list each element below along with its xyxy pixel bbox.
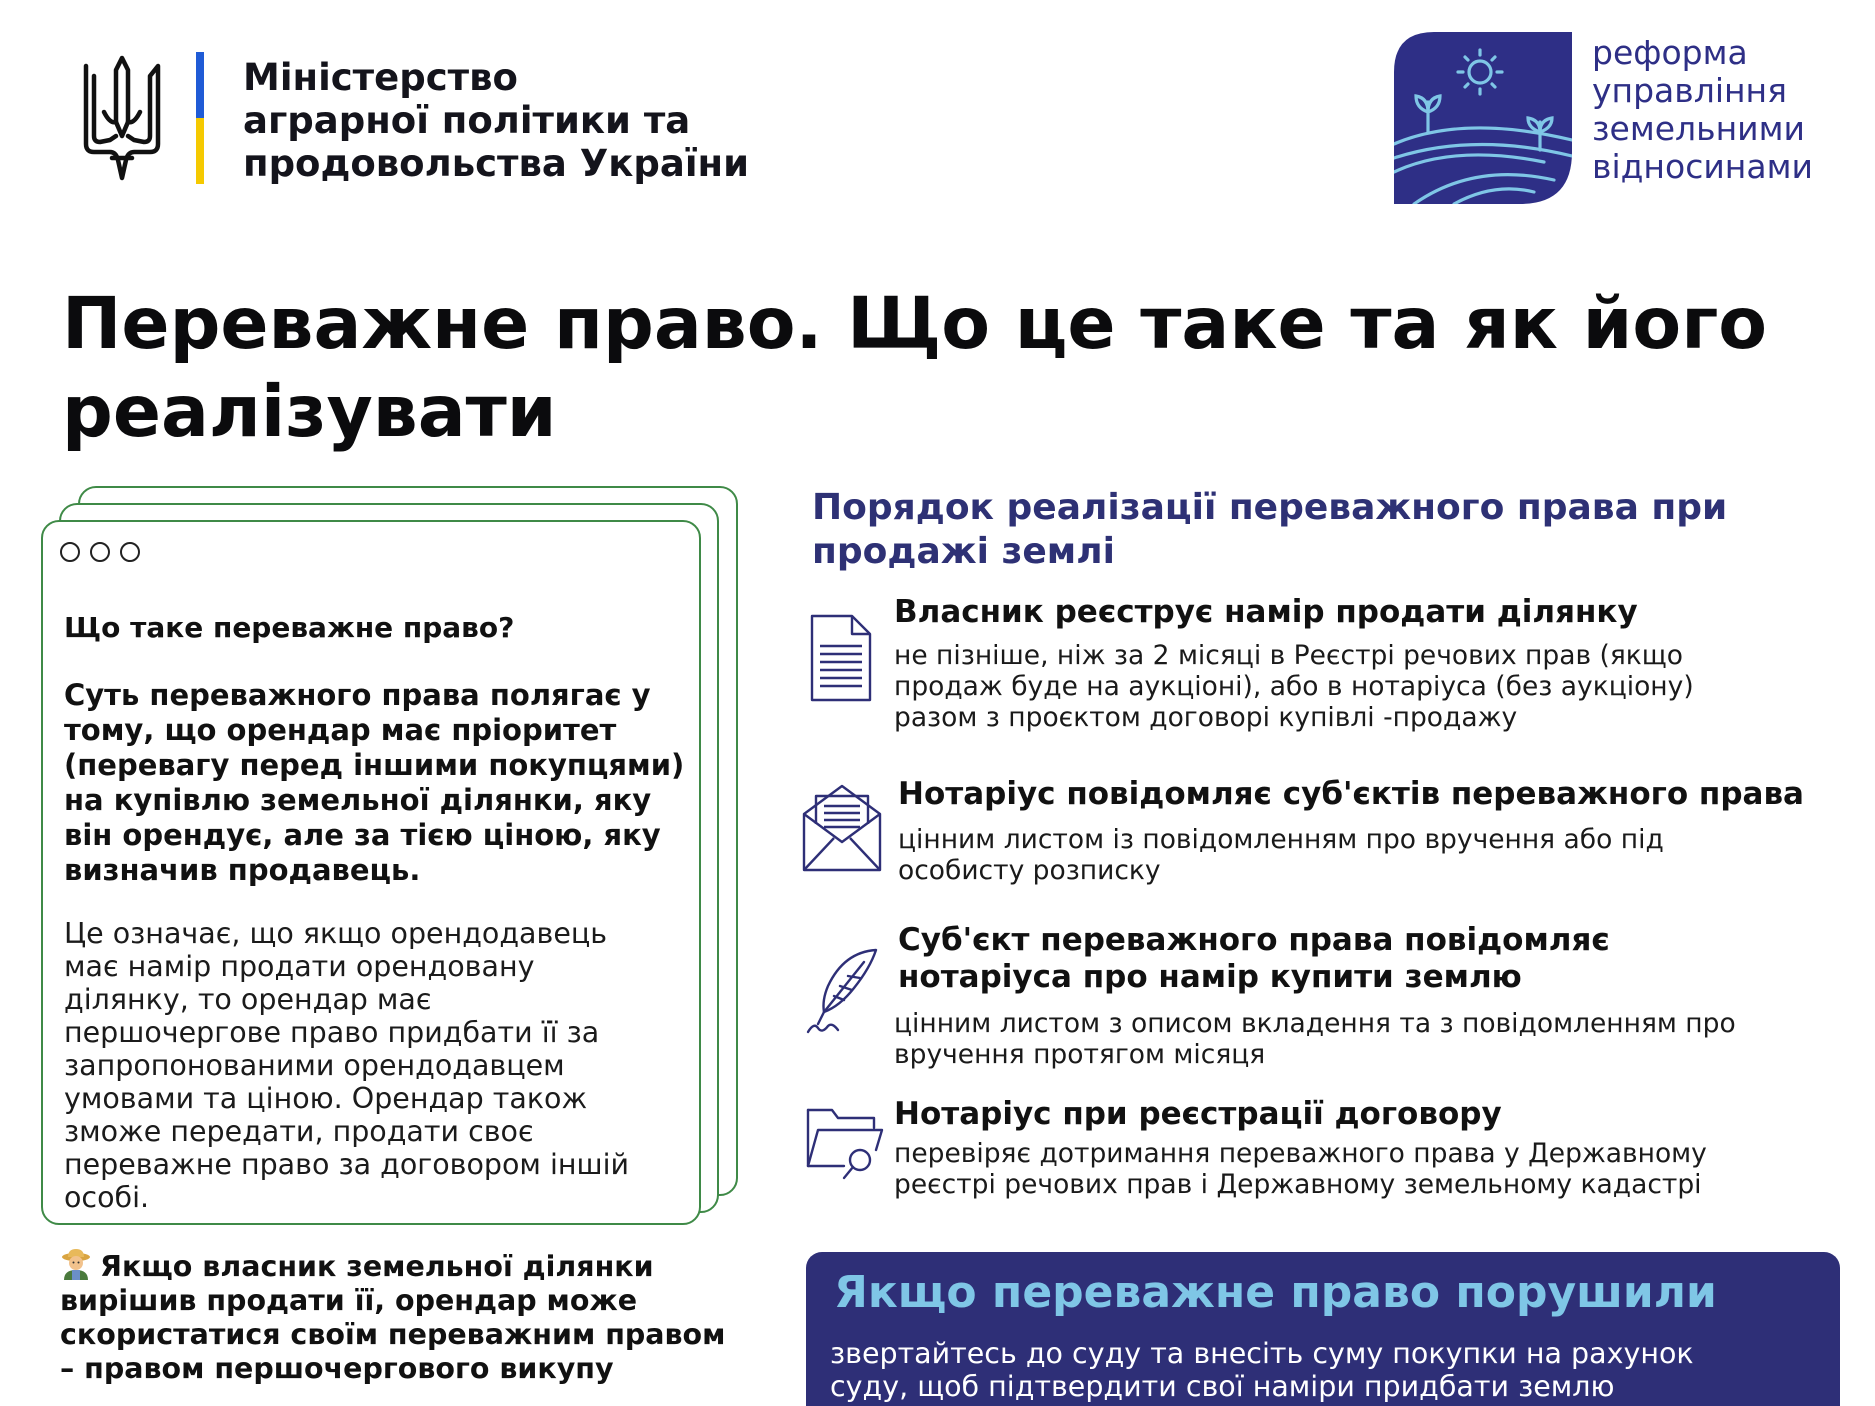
step-title-line: Суб'єкт переважного права повідомляє bbox=[898, 922, 1610, 958]
procedure-title-line: продажі землі bbox=[812, 531, 1115, 572]
farmer-note-line: Якщо власник земельної ділянки bbox=[100, 1250, 654, 1283]
card-definition-line: він орендує, але за тією ціною, яку bbox=[64, 818, 661, 852]
step-description-line: вручення протягом місяця bbox=[894, 1039, 1266, 1070]
card-explanation-line: переважне право за договором іншій bbox=[64, 1148, 630, 1181]
step-title-line: нотаріуса про намір купити землю bbox=[898, 959, 1522, 995]
ministry-line: Міністерство bbox=[243, 56, 518, 99]
reform-line: управління bbox=[1592, 71, 1787, 110]
step-description-line: разом з проєктом договорі купівлі -продажу bbox=[894, 702, 1518, 733]
step-description-line: перевіряє дотримання переважного права у Державному bbox=[894, 1138, 1707, 1169]
farmer-note-line: скористатися своїм переважним правом bbox=[60, 1318, 726, 1351]
card-explanation-line: зможе передати, продати своє bbox=[64, 1115, 534, 1148]
document-icon bbox=[808, 612, 874, 704]
page-title bbox=[62, 280, 1842, 456]
envelope-letter-icon bbox=[800, 778, 884, 874]
card-definition-line: тому, що орендар має пріоритет bbox=[64, 713, 617, 747]
violation-text-line: звертайтесь до суду та внесіть суму покупки на рахунок bbox=[830, 1337, 1694, 1370]
page-title-line: реалізувати bbox=[62, 370, 557, 453]
card-explanation-line: запропонованими орендодавцем bbox=[64, 1049, 565, 1082]
card-explanation-line: ділянку, то орендар має bbox=[64, 983, 432, 1016]
step-description bbox=[894, 640, 1694, 733]
window-dot-icon bbox=[120, 542, 140, 562]
ukraine-flag-bar bbox=[196, 52, 204, 184]
violation-title: Якщо переважне право порушили bbox=[834, 1267, 1717, 1318]
step-description-line: продаж буде на аукціоні), або в нотаріуса (без аукціону) bbox=[894, 671, 1694, 702]
step-description-line: цінним листом з описом вкладення та з повідомленням про bbox=[894, 1008, 1736, 1039]
card-explanation-line: Це означає, що якщо орендодавець bbox=[64, 917, 608, 950]
reform-line: земельними bbox=[1592, 109, 1805, 148]
card-explanation-line: особі. bbox=[64, 1181, 150, 1214]
ministry-line: аграрної політики та bbox=[243, 99, 691, 142]
step-description bbox=[894, 1008, 1736, 1070]
card-definition-line: (перевагу перед іншими покупцями) bbox=[64, 748, 685, 782]
reform-line: відносинами bbox=[1592, 147, 1813, 186]
quill-pen-icon bbox=[804, 946, 884, 1036]
card-definition-line: визначив продавець. bbox=[64, 853, 421, 887]
step-title bbox=[898, 776, 1804, 813]
violation-text bbox=[830, 1337, 1694, 1403]
step-description-line: особисту розписку bbox=[898, 855, 1161, 886]
card-question: Що таке переважне право? bbox=[64, 611, 515, 644]
card-definition bbox=[64, 678, 684, 888]
folder-search-icon bbox=[804, 1104, 886, 1184]
step-title bbox=[894, 594, 1638, 631]
card-explanation-line: умовами та ціною. Орендар також bbox=[64, 1082, 588, 1115]
card-definition-line: на купівлю земельної ділянки, яку bbox=[64, 783, 652, 817]
reform-line: реформа bbox=[1592, 33, 1748, 72]
reform-name bbox=[1592, 34, 1813, 186]
window-dots bbox=[60, 542, 140, 562]
farmer-note-line: – правом першочергового викупу bbox=[60, 1352, 614, 1385]
procedure-title bbox=[812, 486, 1727, 574]
step-description bbox=[894, 1138, 1707, 1200]
step-title bbox=[898, 922, 1610, 996]
page-title-line: Переважне право. Що це таке та як його bbox=[62, 282, 1768, 365]
ministry-line: продовольства України bbox=[243, 142, 750, 185]
step-title-line: Власник реєструє намір продати ділянку bbox=[894, 594, 1638, 630]
farmer-note bbox=[60, 1250, 725, 1386]
window-dot-icon bbox=[60, 542, 80, 562]
step-title bbox=[894, 1096, 1502, 1133]
step-title-line: Нотаріус повідомляє суб'єктів переважного права bbox=[898, 776, 1804, 812]
step-description-line: не пізніше, ніж за 2 місяці в Реєстрі речових прав (якщо bbox=[894, 640, 1683, 671]
procedure-title-line: Порядок реалізації переважного права при bbox=[812, 487, 1728, 528]
step-description-line: реєстрі речових прав і Державному земельному кадастрі bbox=[894, 1169, 1702, 1200]
card-explanation bbox=[64, 917, 629, 1214]
violation-text-line: суду, щоб підтвердити свої наміри придбати землю bbox=[830, 1370, 1615, 1403]
step-description bbox=[898, 824, 1664, 886]
card-explanation-line: першочергове право придбати її за bbox=[64, 1016, 600, 1049]
window-dot-icon bbox=[90, 542, 110, 562]
ministry-name bbox=[243, 56, 749, 185]
step-title-line: Нотаріус при реєстрації договору bbox=[894, 1096, 1502, 1132]
land-reform-logo-icon bbox=[1394, 32, 1572, 204]
farmer-note-line: вирішив продати її, орендар може bbox=[60, 1284, 638, 1317]
coat-of-arms-icon bbox=[80, 52, 164, 187]
card-explanation-line: має намір продати орендовану bbox=[64, 950, 535, 983]
card-definition-line: Суть переважного права полягає у bbox=[64, 678, 651, 712]
step-description-line: цінним листом із повідомленням про вручення або під bbox=[898, 824, 1664, 855]
